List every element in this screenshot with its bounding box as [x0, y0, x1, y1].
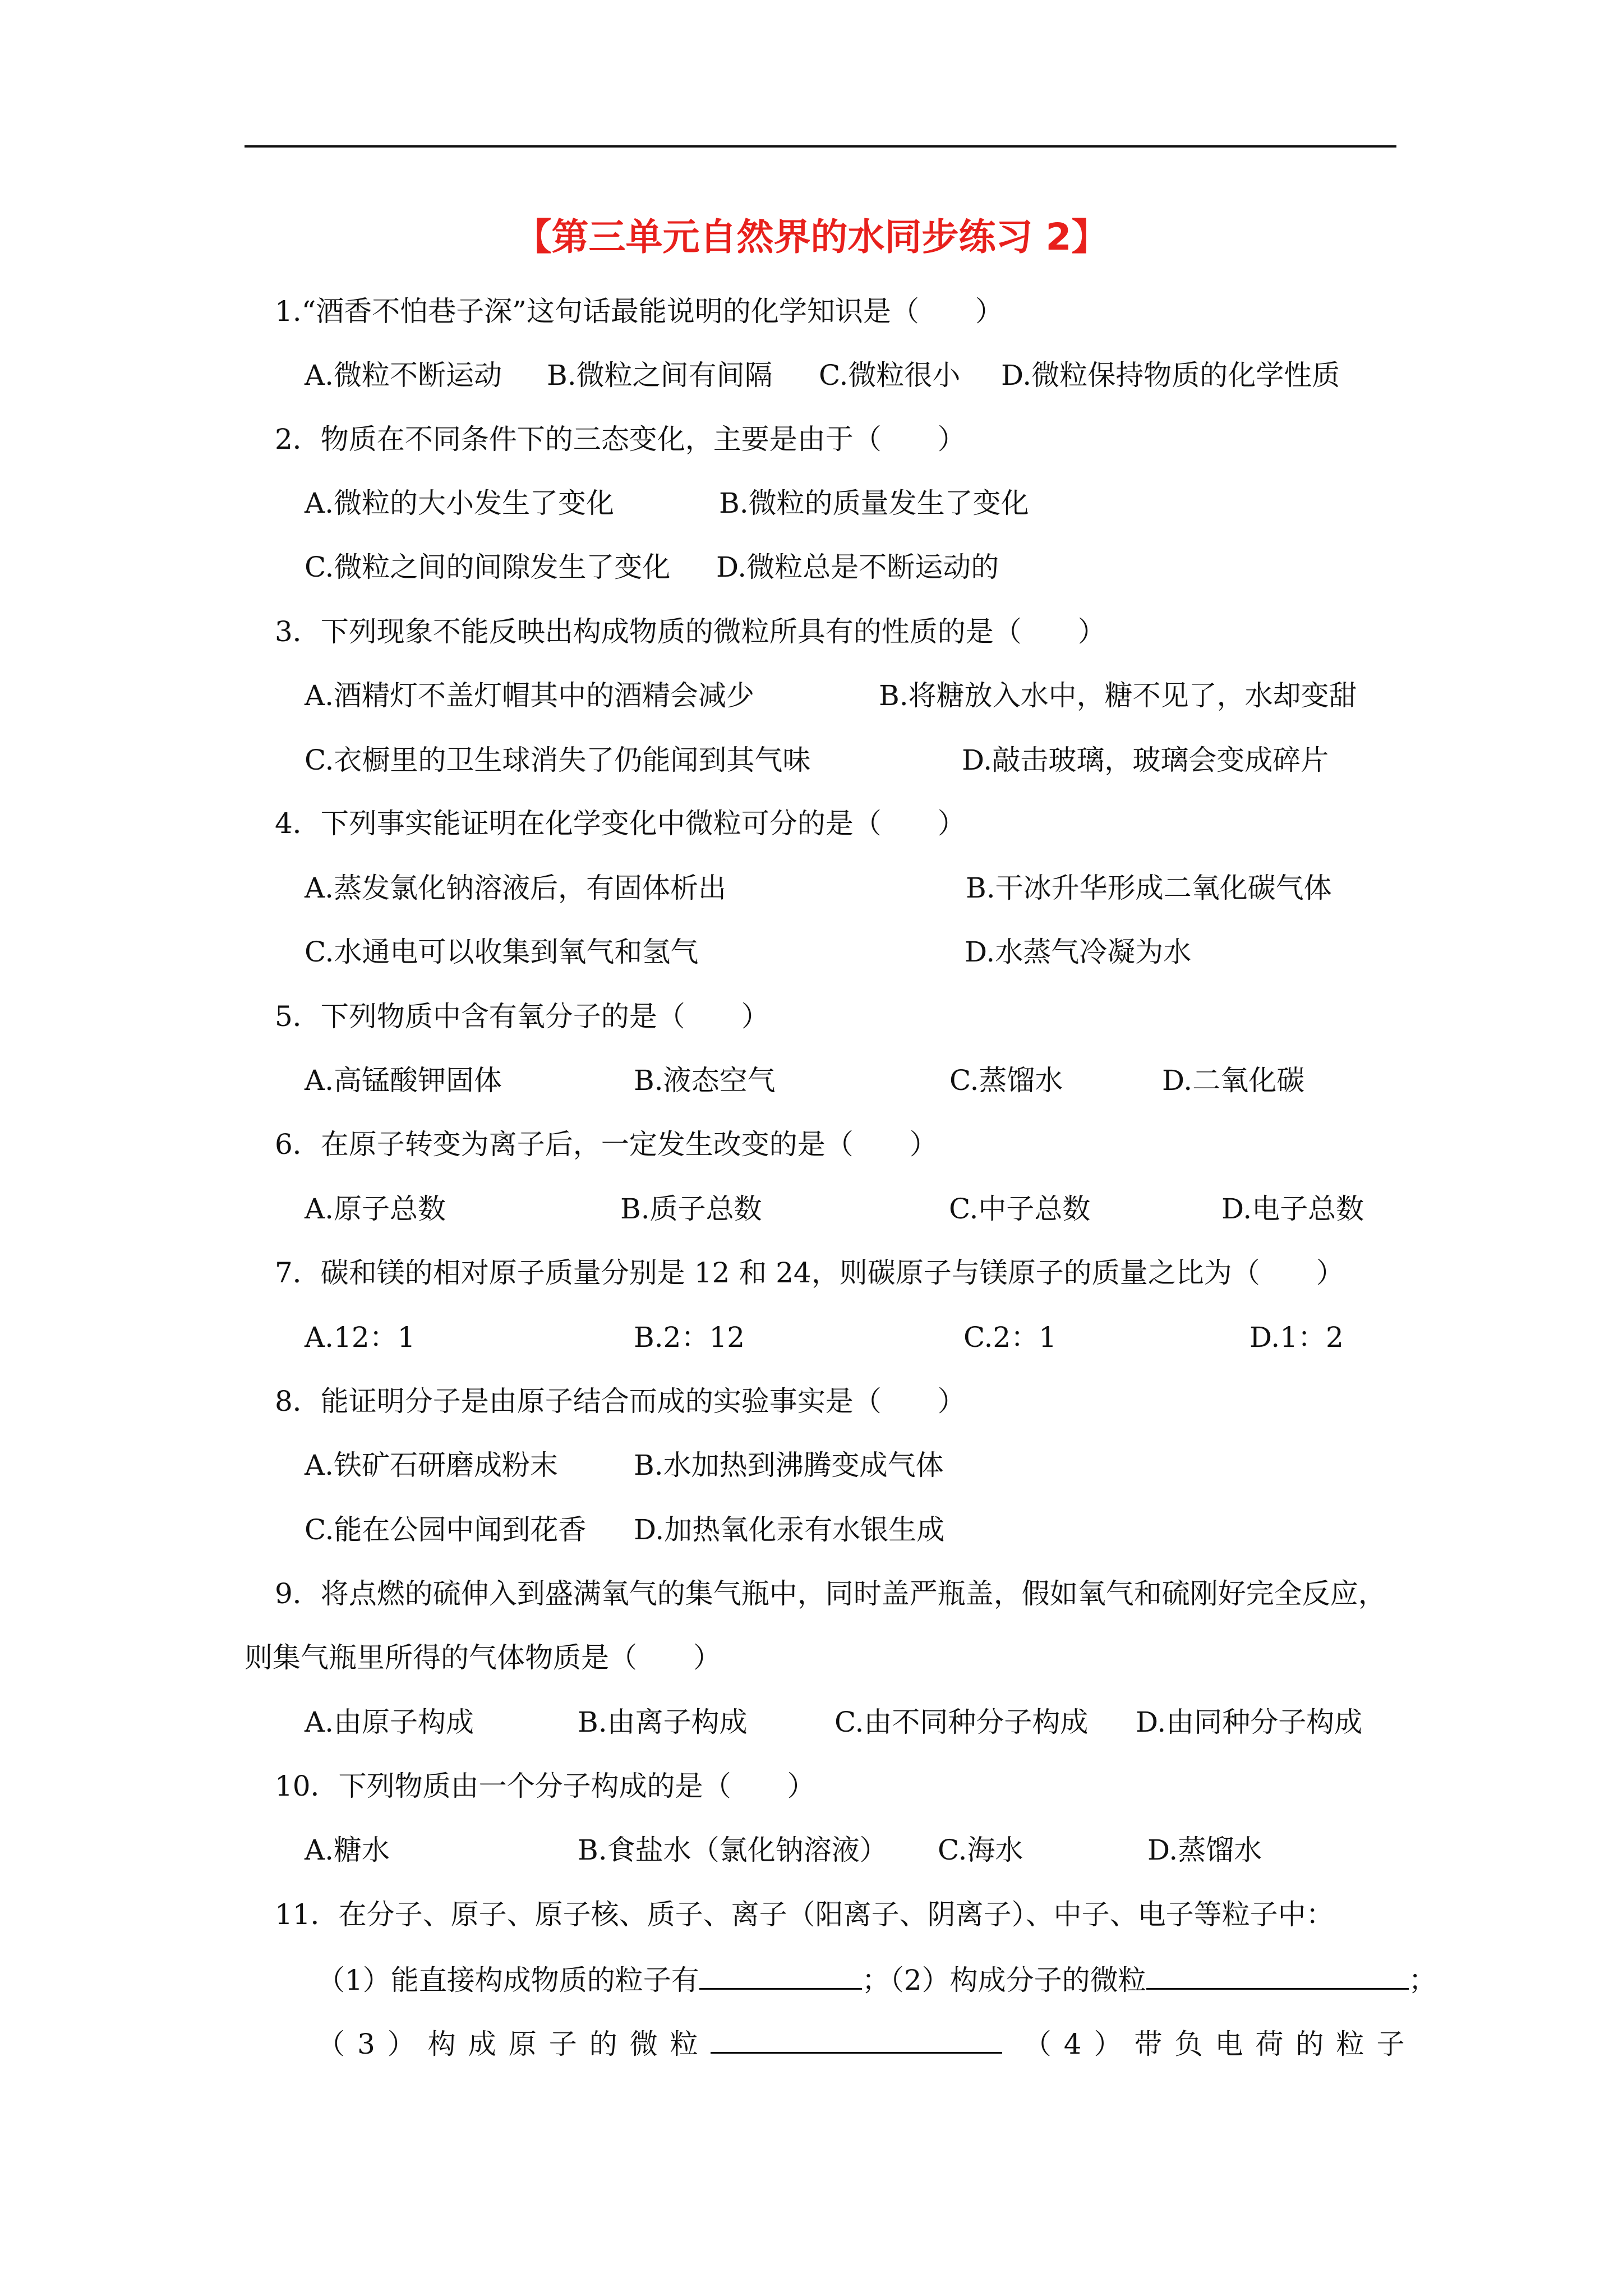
q9-option-c: C.由不同种分子构成 [834, 1706, 1089, 1738]
q11-blank-2[interactable] [1146, 1959, 1409, 1990]
q4-option-d: D.水蒸气冷凝为水 [965, 936, 1192, 968]
q4-option-b: B.干冰升华形成二氧化碳气体 [966, 872, 1332, 904]
question-3: 3．下列现象不能反映出构成物质的微粒所具有的性质的是（ ） [275, 615, 1106, 648]
question-6: 6．在原子转变为离子后，一定发生改变的是（ ） [275, 1128, 938, 1161]
question-10: 10．下列物质由一个分子构成的是（ ） [275, 1770, 815, 1802]
q4-option-a: A.蒸发氯化钠溶液后，有固体析出 [305, 872, 727, 904]
q5-option-c: C.蒸馏水 [949, 1064, 1063, 1097]
q3-option-c: C.衣橱里的卫生球消失了仍能闻到其气味 [305, 744, 811, 776]
q11-part-1-label: （1）能直接构成物质的粒子有 [317, 1964, 699, 1996]
q2-option-a: A.微粒的大小发生了变化 [305, 487, 615, 519]
q5-option-a: A.高锰酸钾固体 [305, 1064, 502, 1097]
q11-line-2 [317, 2023, 1417, 2064]
question-8: 8．能证明分子是由原子结合而成的实验事实是（ ） [275, 1385, 966, 1418]
q3-option-b: B.将糖放入水中，糖不见了，水却变甜 [879, 679, 1357, 712]
q11-part-3-label: （3）构成原子的微粒 [317, 2028, 711, 2060]
question-7: 7．碳和镁的相对原子质量分别是 12 和 24，则碳原子与镁原子的质量之比为（ ） [275, 1257, 1344, 1289]
question-11: 11．在分子、原子、原子核、质子、离子（阳离子、阴离子）、中子、电子等粒子中： [275, 1898, 1334, 1931]
q6-option-c: C.中子总数 [949, 1193, 1091, 1225]
q1-option-c: C.微粒很小 [819, 359, 961, 392]
q6-option-b: B.质子总数 [620, 1193, 762, 1225]
q10-option-c: C.海水 [938, 1834, 1023, 1866]
header-rule [245, 145, 1396, 148]
question-5: 5．下列物质中含有氧分子的是（ ） [275, 1000, 769, 1033]
q1-option-b: B.微粒之间有间隔 [547, 359, 773, 392]
q6-option-d: D.电子总数 [1221, 1193, 1364, 1225]
question-4: 4．下列事实能证明在化学变化中微粒可分的是（ ） [275, 807, 966, 840]
q6-option-a: A.原子总数 [305, 1193, 446, 1225]
q7-option-b: B.2：12 [634, 1321, 745, 1354]
q11-part-2-label: ；（2）构成分子的微粒 [861, 1964, 1146, 1996]
q11-part-4-label: （4）带负电荷的粒子 [1023, 2028, 1417, 2060]
q7-option-c: C.2：1 [963, 1321, 1057, 1354]
q9-option-a: A.由原子构成 [305, 1706, 474, 1738]
q3-option-d: D.敲击玻璃，玻璃会变成碎片 [962, 744, 1329, 776]
q9-option-d: D.由同种分子构成 [1136, 1706, 1363, 1738]
q7-option-a: A.12：1 [305, 1321, 416, 1354]
q9-option-b: B.由离子构成 [578, 1706, 748, 1738]
q7-option-d: D.1：2 [1249, 1321, 1344, 1354]
q2-option-c: C.微粒之间的间隙发生了变化 [305, 551, 671, 583]
q2-option-b: B.微粒的质量发生了变化 [719, 487, 1029, 519]
q11-part-2-end: ； [1408, 1964, 1437, 1996]
page-title: 【第三单元自然界的水同步练习 2】 [514, 215, 1109, 259]
q1-option-d: D.微粒保持物质的化学性质 [1001, 359, 1340, 392]
q10-option-d: D.蒸馏水 [1147, 1834, 1262, 1866]
question-9-continued: 则集气瓶里所得的气体物质是（ ） [245, 1641, 721, 1674]
question-1: 1.“酒香不怕巷子深”这句话最能说明的化学知识是（ ） [275, 295, 1003, 328]
question-9: 9．将点燃的硫伸入到盛满氧气的集气瓶中，同时盖严瓶盖，假如氧气和硫刚好完全反应， [275, 1577, 1386, 1610]
q11-line-1 [317, 1959, 1437, 2000]
q11-blank-1[interactable] [699, 1959, 862, 1990]
q10-option-b: B.食盐水（氯化钠溶液） [578, 1834, 888, 1866]
q8-option-a: A.铁矿石研磨成粉末 [305, 1449, 559, 1481]
q11-blank-3[interactable] [711, 2023, 1002, 2054]
q8-option-b: B.水加热到沸腾变成气体 [634, 1449, 944, 1481]
q4-option-c: C.水通电可以收集到氧气和氢气 [305, 936, 699, 968]
q5-option-b: B.液态空气 [634, 1064, 776, 1097]
q1-option-a: A.微粒不断运动 [305, 359, 502, 392]
question-2: 2．物质在不同条件下的三态变化，主要是由于（ ） [275, 423, 966, 455]
q10-option-a: A.糖水 [305, 1834, 390, 1866]
q2-option-d: D.微粒总是不断运动的 [716, 551, 999, 583]
q8-option-c: C.能在公园中闻到花香 [305, 1513, 587, 1546]
q5-option-d: D.二氧化碳 [1162, 1064, 1305, 1097]
q3-option-a: A.酒精灯不盖灯帽其中的酒精会减少 [305, 679, 755, 712]
q8-option-d: D.加热氧化汞有水银生成 [634, 1513, 945, 1546]
